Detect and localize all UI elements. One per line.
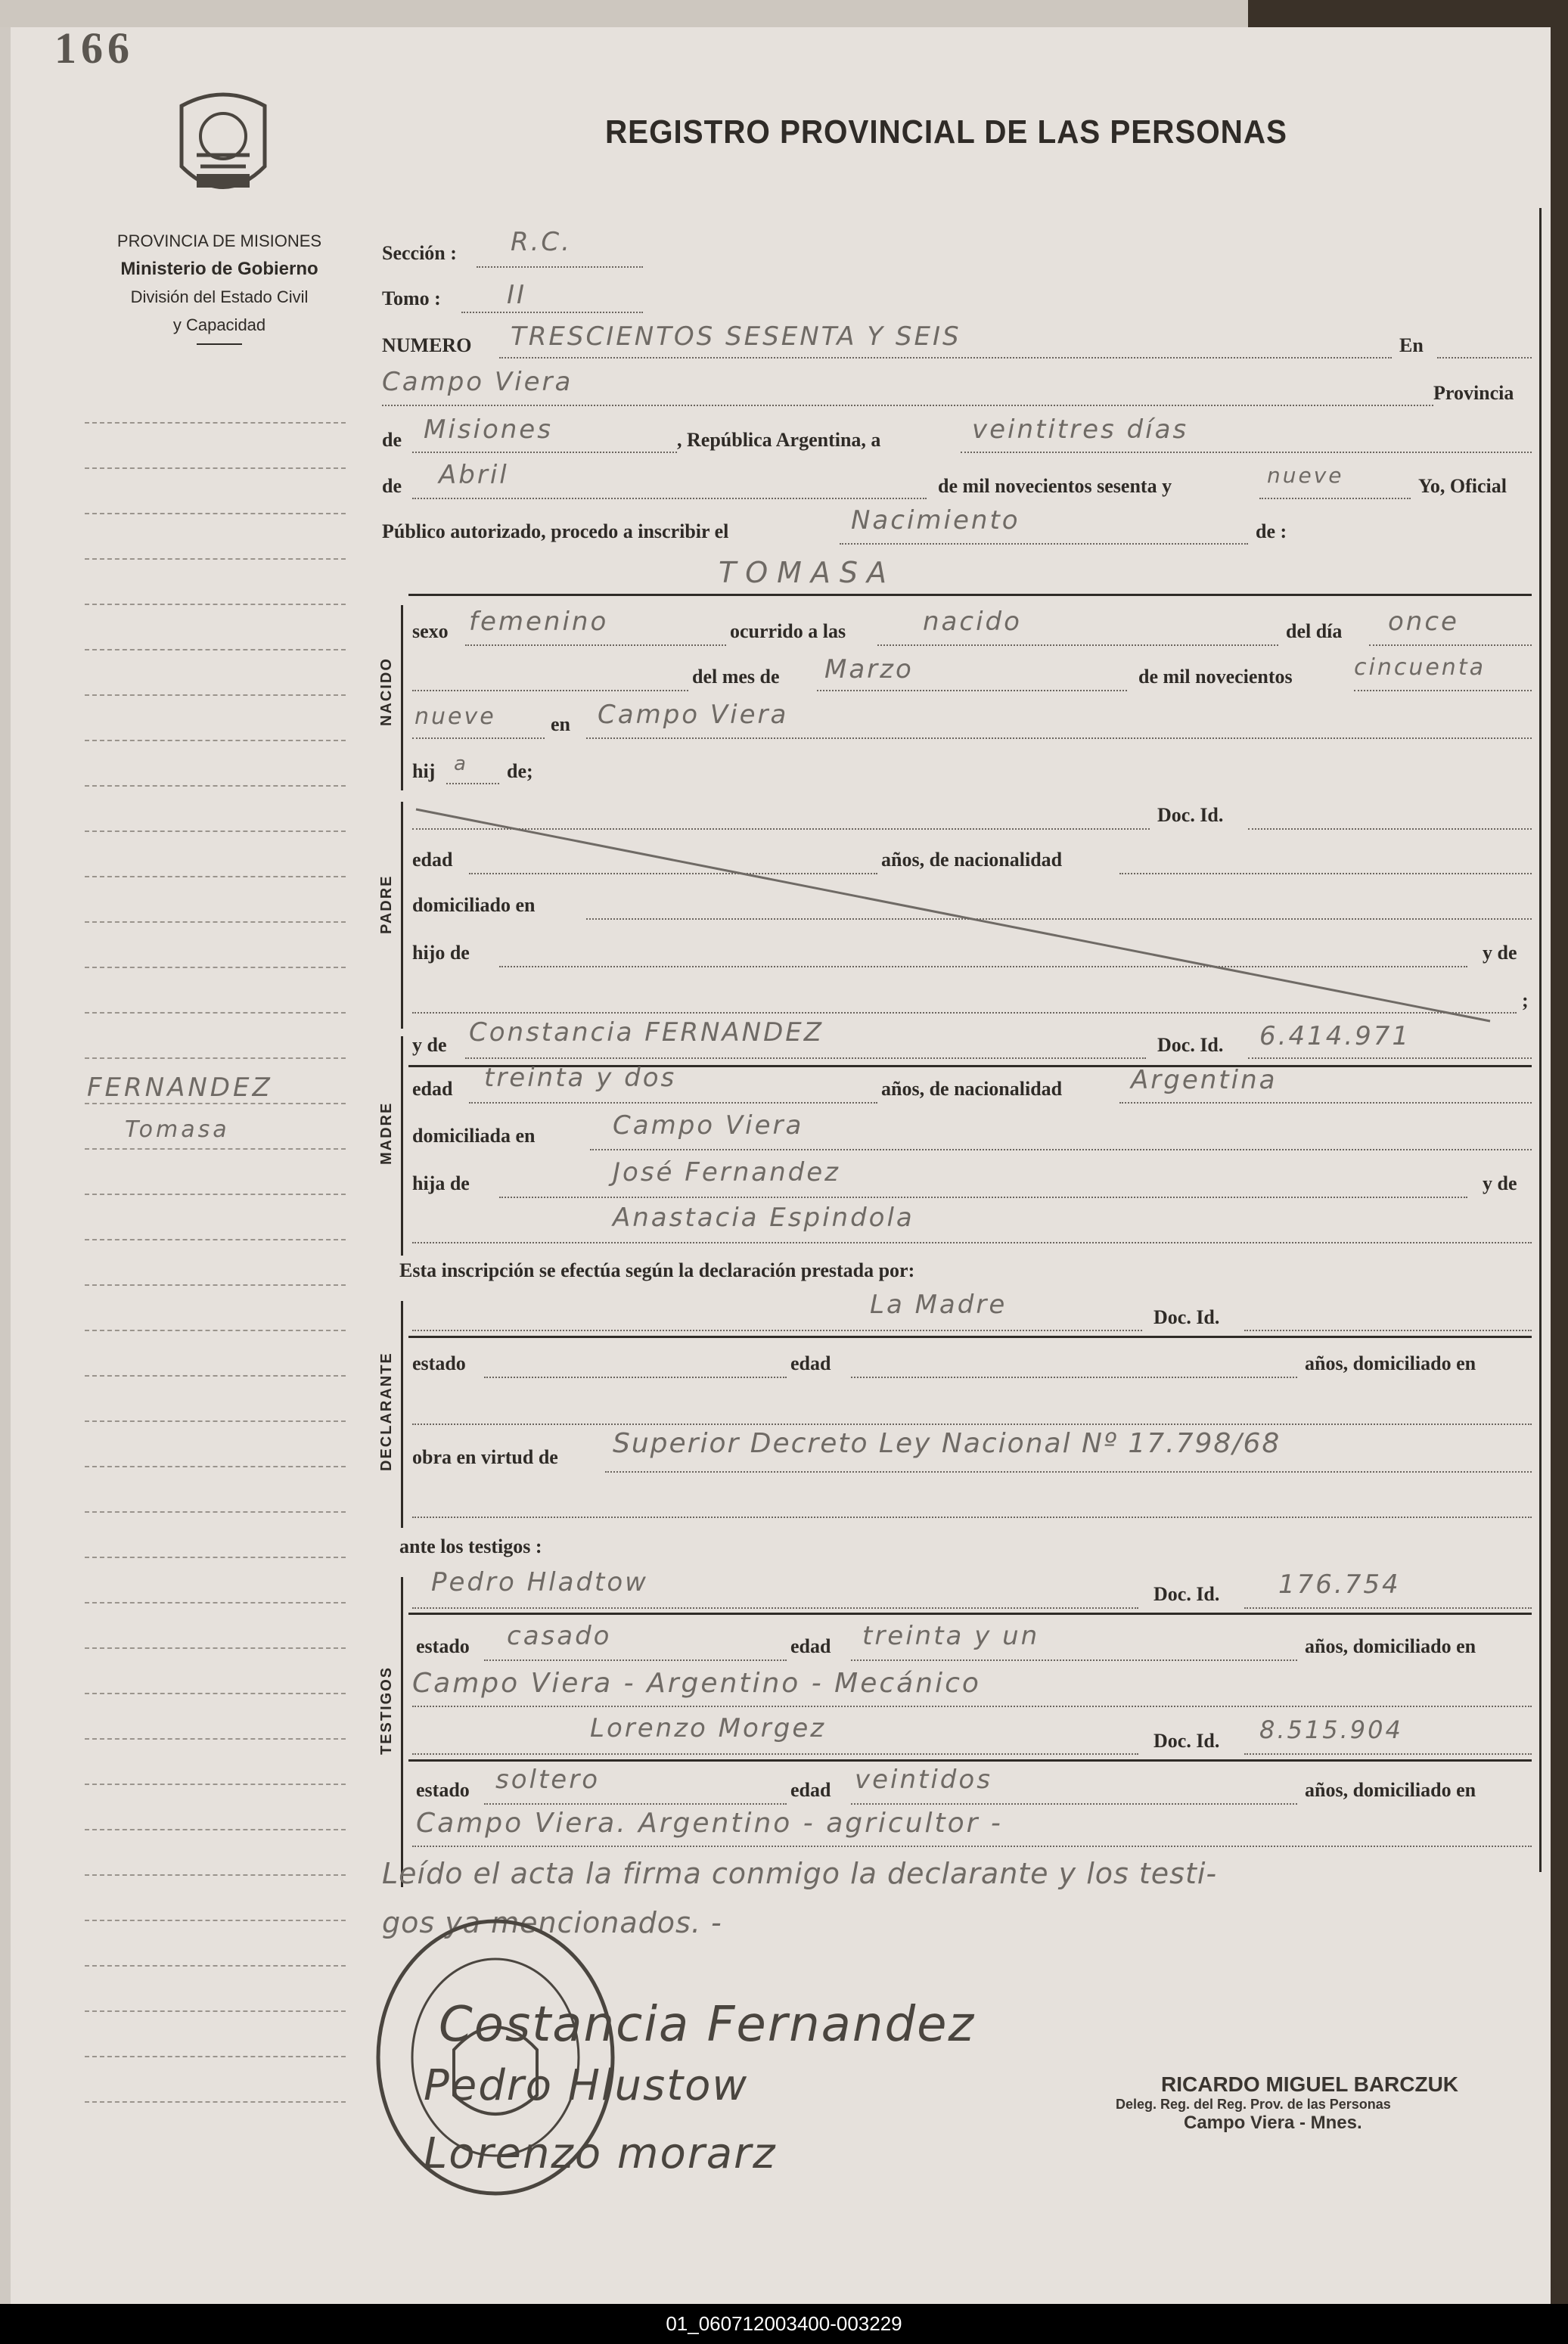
hora-value: nacido	[923, 607, 1022, 637]
sexo-label: sexo	[412, 620, 449, 642]
lugar-line	[382, 405, 1433, 406]
anio-nac-value: cincuenta	[1354, 654, 1486, 681]
testigo1-nombre-line	[412, 1607, 1138, 1609]
provincia-line	[412, 452, 677, 453]
padre-cancel-strike	[408, 806, 1498, 1025]
testigo1-edad-value: treinta y un	[862, 1621, 1040, 1651]
testigo2-edad-value: veintidos	[855, 1765, 992, 1795]
testigo1-edad-label: edad	[790, 1635, 831, 1657]
seccion-value: R.C.	[511, 227, 572, 257]
anio-value: nueve	[1267, 463, 1344, 488]
document-title: REGISTRO PROVINCIAL DE LAS PERSONAS	[605, 113, 1287, 151]
official-stamp	[1101, 2072, 1479, 2134]
province-label: PROVINCIA DE MISIONES	[116, 231, 322, 250]
madre-madre-value: Anastacia Espindola	[613, 1203, 914, 1233]
declarante-doc-label: Doc. Id.	[1153, 1306, 1220, 1328]
testigo2-estado-label: estado	[416, 1779, 470, 1801]
en-label: En	[1399, 334, 1424, 356]
fecha-line	[961, 452, 1532, 453]
padre-edad-label: edad	[412, 849, 453, 871]
declarante-side-label: DECLARANTE	[378, 1352, 395, 1471]
anio-nac2-value: nueve	[415, 703, 496, 730]
acto-value: Nacimiento	[851, 505, 1020, 536]
numero-line	[499, 357, 1392, 359]
padre-y-de-label: y de	[1483, 942, 1517, 964]
lugar-nac-line	[586, 737, 1532, 739]
del-mes-label: del mes de	[692, 666, 780, 688]
declarante-estado-label: estado	[412, 1352, 466, 1374]
madre-hija-line	[499, 1197, 1467, 1198]
testigo2-nombre-line	[412, 1753, 1138, 1755]
division-label: División del Estado Civil	[130, 287, 309, 306]
hij-line	[446, 783, 499, 784]
padre-doc-label: Doc. Id.	[1157, 804, 1224, 826]
anio-nac-line	[1354, 690, 1532, 691]
testigo1-anos-label: años, domiciliado en	[1305, 1635, 1476, 1657]
republica-label: , República Argentina, a	[677, 429, 881, 451]
hij-value: a	[454, 753, 468, 775]
madre-nombre-value: Constancia FERNANDEZ	[469, 1017, 824, 1048]
official-role: Deleg. Reg. del Reg. Prov. de las Personas	[1116, 2097, 1391, 2112]
tomo-label: Tomo :	[382, 287, 441, 309]
anio-nac2-line	[412, 737, 545, 739]
testigo1-estado-line	[484, 1659, 787, 1661]
de-mil-label: de mil novecientos sesenta y	[938, 475, 1172, 497]
testigo2-dom-value: Campo Viera. Argentino - agricultor -	[416, 1808, 1003, 1839]
cierre-line1: Leído el acta la firma conmigo la declarante y los testi-	[382, 1857, 1218, 1890]
declarante-value: La Madre	[870, 1290, 1008, 1320]
madre-bracket	[401, 1036, 403, 1256]
madre-nac-value: Argentina	[1131, 1065, 1278, 1095]
de-semi-label: de;	[507, 760, 533, 782]
hij-label: hij	[412, 760, 436, 782]
madre-dom-line	[590, 1149, 1532, 1150]
de-mil2-label: de mil novecientos	[1138, 666, 1293, 688]
declarante-edad-label: edad	[790, 1352, 831, 1374]
declarante-estado-line	[484, 1377, 787, 1378]
yo-oficial-label: Yo, Oficial	[1418, 475, 1507, 497]
testigo1-estado-label: estado	[416, 1635, 470, 1657]
ministry-label: Ministerio de Gobierno	[120, 259, 318, 279]
madre-doc-line	[1248, 1057, 1532, 1059]
left-header	[76, 227, 363, 349]
obra-value: Superior Decreto Ley Nacional Nº 17.798/68	[613, 1428, 1281, 1459]
acto-line	[840, 543, 1248, 545]
obra-line	[605, 1471, 1532, 1473]
testigo1-estado-value: casado	[507, 1621, 612, 1651]
provincia-value: Misiones	[424, 414, 553, 445]
cierre-line2: gos ya mencionados. -	[382, 1906, 722, 1939]
right-frame	[1539, 208, 1542, 1872]
testigo2-anos-label: años, domiciliado en	[1305, 1779, 1476, 1801]
testigos-side-label: TESTIGOS	[378, 1666, 395, 1755]
de-colon-label: de :	[1256, 520, 1287, 542]
signature-mother: Costancia Fernandez	[439, 1997, 976, 2053]
ante-testigos-label: ante los testigos :	[399, 1535, 542, 1557]
madre-edad-line	[469, 1102, 877, 1104]
testigo2-doc-value: 8.515.904	[1259, 1715, 1403, 1744]
inscripcion-label: Esta inscripción se efectúa según la declaración prestada por:	[399, 1259, 915, 1281]
testigo2-estado-value: soltero	[495, 1765, 600, 1795]
madre-doc-label: Doc. Id.	[1157, 1034, 1224, 1056]
page-number: 166	[54, 23, 134, 73]
book-edge	[0, 0, 1248, 27]
mes-line	[412, 498, 927, 499]
nacido-top-rule	[408, 594, 1532, 596]
nombre-value: TOMASA	[719, 556, 896, 589]
publico-label: Público autorizado, procedo a inscribir el	[382, 520, 729, 542]
testigo1-top-rule	[408, 1613, 1532, 1615]
padre-side-label: PADRE	[378, 874, 395, 934]
margin-lines	[85, 378, 346, 2103]
madre-dom-label: domiciliada en	[412, 1125, 536, 1147]
hora-line	[877, 644, 1278, 646]
testigo2-doc-line	[1244, 1753, 1532, 1755]
madre-anos-label: años, de nacionalidad	[881, 1078, 1063, 1100]
obra-line2	[412, 1517, 1532, 1518]
declarante-edad-line	[851, 1377, 1297, 1378]
madre-y-de2-label: y de	[1483, 1172, 1517, 1194]
madre-doc-value: 6.414.971	[1259, 1021, 1411, 1051]
de-label: de	[382, 429, 402, 451]
madre-hija-label: hija de	[412, 1172, 470, 1194]
signature-witness2: Lorenzo morarz	[424, 2129, 777, 2178]
testigo2-value: Lorenzo Morgez	[590, 1713, 827, 1743]
lugar-value: Campo Viera	[382, 367, 573, 397]
testigo2-dom-line	[412, 1846, 1532, 1847]
official-name: RICARDO MIGUEL BARCZUK	[1161, 2072, 1459, 2096]
numero-value: TRESCIENTOS SESENTA Y SEIS	[511, 321, 961, 352]
del-dia-label: del día	[1286, 620, 1343, 642]
madre-padre-value: José Fernandez	[613, 1157, 841, 1188]
testigo2-edad-label: edad	[790, 1779, 831, 1801]
signature-witness1: Pedro Hlustow	[424, 2061, 749, 2110]
dia-line	[1369, 644, 1532, 646]
sexo-value: femenino	[469, 607, 609, 637]
testigo1-doc-value: 176.754	[1278, 1569, 1401, 1600]
testigo1-dom-line	[412, 1706, 1532, 1707]
madre-dom-value: Campo Viera	[613, 1110, 804, 1141]
provincia-label: Provincia	[1433, 382, 1514, 404]
sexo-line	[465, 644, 726, 646]
declarante-bracket	[401, 1301, 403, 1528]
declarante-doc-line	[1244, 1330, 1532, 1331]
testigo1-value: Pedro Hladtow	[431, 1567, 648, 1597]
declarante-top-rule	[408, 1336, 1532, 1338]
padre-bracket	[401, 802, 403, 1029]
footer-image-id: 01_060712003400-003229	[0, 2304, 1568, 2344]
declarante-anos-label: años, domiciliado en	[1305, 1352, 1476, 1374]
testigo1-doc-label: Doc. Id.	[1153, 1583, 1220, 1605]
testigo1-edad-line	[851, 1659, 1297, 1661]
testigo1-doc-line	[1244, 1607, 1532, 1609]
padre-semicolon: ;	[1522, 989, 1529, 1011]
madre-side-label: MADRE	[378, 1101, 395, 1165]
tomo-line	[461, 312, 643, 313]
padre-anos-label: años, de nacionalidad	[881, 849, 1063, 871]
margin-surname: FERNANDEZ	[87, 1073, 273, 1103]
obra-label: obra en virtud de	[412, 1446, 558, 1468]
capacity-label: y Capacidad	[172, 315, 266, 334]
testigo2-edad-line	[851, 1803, 1297, 1805]
testigo2-top-rule	[408, 1759, 1532, 1762]
mes-value: Abril	[439, 460, 509, 490]
dia-value: once	[1388, 607, 1459, 637]
nacido-bracket	[401, 605, 403, 790]
mes-nac-lead-line	[412, 690, 688, 691]
mes-nac-value: Marzo	[824, 654, 914, 685]
mes-nac-line	[817, 690, 1127, 691]
de2-label: de	[382, 475, 402, 497]
lugar-nac-value: Campo Viera	[598, 700, 789, 730]
madre-edad-value: treinta y dos	[484, 1063, 677, 1093]
testigo2-estado-line	[484, 1803, 787, 1805]
testigo1-dom-value: Campo Viera - Argentino - Mecánico	[412, 1668, 981, 1699]
madre-madre-line	[412, 1242, 1532, 1243]
testigo2-doc-label: Doc. Id.	[1153, 1730, 1220, 1752]
anio-line	[1259, 498, 1411, 499]
header-divider	[197, 343, 242, 345]
margin-given-name: Tomasa	[125, 1116, 230, 1143]
padre-dom-label: domiciliado en	[412, 894, 536, 916]
crest-seal-icon	[166, 83, 280, 212]
en-line	[1437, 357, 1532, 359]
nacido-side-label: NACIDO	[378, 657, 395, 726]
madre-edad-label: edad	[412, 1078, 453, 1100]
fecha-value: veintitres días	[972, 414, 1189, 445]
madre-nombre-line	[465, 1057, 1146, 1059]
official-place: Campo Viera - Mnes.	[1184, 2113, 1362, 2133]
declarante-dom-line	[412, 1423, 1532, 1425]
declarante-nombre-line	[412, 1330, 1142, 1331]
seccion-line	[477, 266, 643, 268]
ocurrido-label: ocurrido a las	[730, 620, 846, 642]
madre-y-de-label: y de	[412, 1034, 447, 1056]
tomo-value: II	[507, 280, 527, 310]
en2-label: en	[551, 713, 570, 735]
padre-hijo-label: hijo de	[412, 942, 470, 964]
testigos-bracket	[401, 1577, 403, 1887]
numero-label: NUMERO	[382, 334, 472, 356]
madre-nac-line	[1119, 1102, 1532, 1104]
seccion-label: Sección :	[382, 242, 457, 264]
